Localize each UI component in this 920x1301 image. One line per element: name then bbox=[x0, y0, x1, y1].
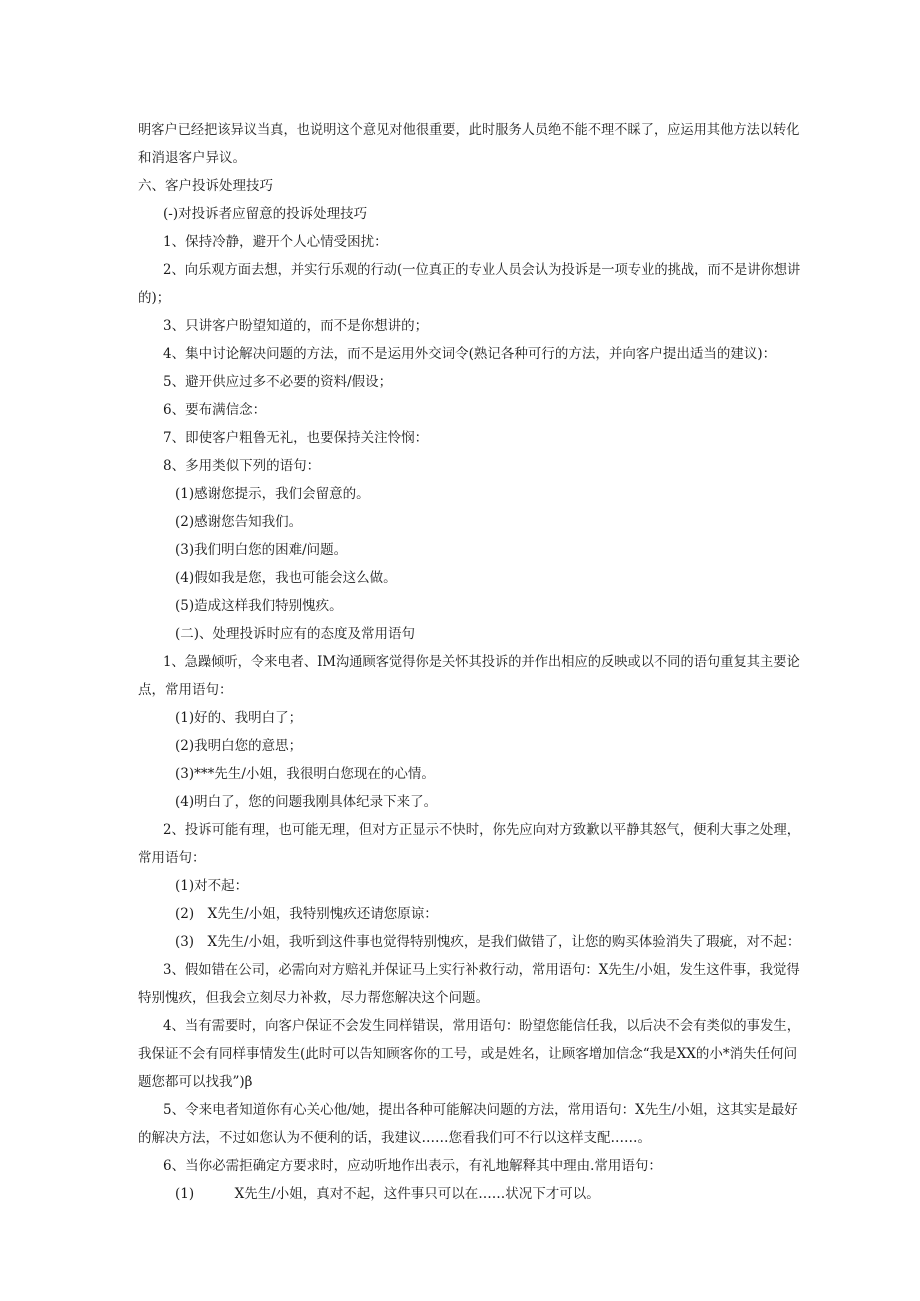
list-item: (2)我明白您的意思； bbox=[175, 738, 303, 754]
list-item: (1)感谢您提示，我们会留意的。 bbox=[175, 486, 370, 502]
text-line: 7、即使客户粗鲁无礼，也要保持关注怜悯： bbox=[163, 430, 429, 446]
list-item: (1)好的、我明白了； bbox=[175, 710, 303, 726]
list-item: (3) X先生/小姐，我听到这件事也觉得特别愧疚，是我们做错了，让您的购买体验消失了瑕疵，对不起： bbox=[175, 934, 801, 950]
list-item: (4)明白了，您的问题我刚具体纪录下来了。 bbox=[175, 794, 438, 810]
text-line: 的)； bbox=[138, 290, 171, 306]
text-line: 4、集中讨论解决问题的方法，而不是运用外交词令(熟记各种可行的方法，并向客户提出适当的建议)： bbox=[163, 346, 777, 362]
text-line: 3、假如错在公司，必需向对方赔礼并保证马上实行补救行动，常用语句：X先生/小姐，发生这件事，我觉得 bbox=[163, 962, 800, 978]
list-item: (4)假如我是您，我也可能会这么做。 bbox=[175, 570, 397, 586]
section-heading: 六、客户投诉处理技巧 bbox=[138, 178, 273, 194]
list-item: (3)我们明白您的困难/问题。 bbox=[175, 542, 348, 558]
text-line: 和消退客户异议。 bbox=[138, 150, 246, 166]
text-line: 特别愧疚，但我会立刻尽力补救，尽力帮您解决这个问题。 bbox=[138, 990, 489, 1006]
list-item: (1) X先生/小姐，真对不起，这件事只可以在……状况下才可以。 bbox=[175, 1186, 600, 1202]
text-line: 我保证不会有同样事情发生(此时可以告知顾客你的工号，或是姓名，让顾客增加信念“我是XX的小*消失任何问 bbox=[138, 1046, 798, 1062]
text-line: 点，常用语句： bbox=[138, 682, 233, 698]
text-line: 3、只讲客户盼望知道的，而不是你想讲的； bbox=[163, 318, 429, 334]
list-item: (5)造成这样我们特别愧疚。 bbox=[175, 598, 343, 614]
list-item: (3)***先生/小姐，我很明白您现在的心情。 bbox=[175, 766, 435, 782]
text-line: 6、要布满信念： bbox=[163, 402, 267, 418]
list-item: (2) X先生/小姐，我特别愧疚还请您原谅： bbox=[175, 906, 438, 922]
text-line: 5、避开供应过多不必要的资料/假设； bbox=[163, 374, 393, 390]
text-line: 4、当有需要时，向客户保证不会发生同样错误，常用语句：盼望您能信任我，以后决不会有类似的事发生， bbox=[163, 1018, 801, 1034]
subsection-heading: (-)对投诉者应留意的投诉处理技巧 bbox=[163, 206, 368, 222]
text-line: 的解决方法，不过如您认为不便利的话，我建议……您看我们可不行以这样支配……。 bbox=[138, 1130, 651, 1146]
list-item: (2)感谢您告知我们。 bbox=[175, 514, 303, 530]
text-line: 题您都可以找我”)β bbox=[138, 1074, 253, 1090]
text-line: 1、急躁倾听，令来电者、IM沟通顾客觉得你是关怀其投诉的并作出相应的反映或以不同的语句重复其主要论 bbox=[163, 654, 800, 670]
text-line: 2、投诉可能有理，也可能无理，但对方正显示不快时，你先应向对方致歉以平静其怒气，便利大事之处理， bbox=[163, 822, 801, 838]
list-item: (1)对不起： bbox=[175, 878, 249, 894]
text-line: 2、向乐观方面去想，并实行乐观的行动(一位真正的专业人员会认为投诉是一项专业的挑战，而不是讲你想讲 bbox=[163, 262, 801, 278]
text-line: 常用语句： bbox=[138, 850, 206, 866]
text-line: 1、保持冷静，避开个人心情受困扰： bbox=[163, 234, 388, 250]
text-line: 明客户已经把该异议当真，也说明这个意见对他很重要，此时服务人员绝不能不理不睬了，应运用其他方法以转化 bbox=[138, 122, 800, 138]
subsection-heading: (二)、处理投诉时应有的态度及常用语句 bbox=[175, 626, 416, 642]
text-line: 5、令来电者知道你有心关心他/她，提出各种可能解决问题的方法，常用语句：X先生/小姐，这其实是最好 bbox=[163, 1102, 798, 1118]
text-line: 8、多用类似下列的语句： bbox=[163, 458, 321, 474]
text-line: 6、当你必需拒确定方要求时，应动听地作出表示，有礼地解释其中理由.常用语句： bbox=[163, 1158, 662, 1174]
